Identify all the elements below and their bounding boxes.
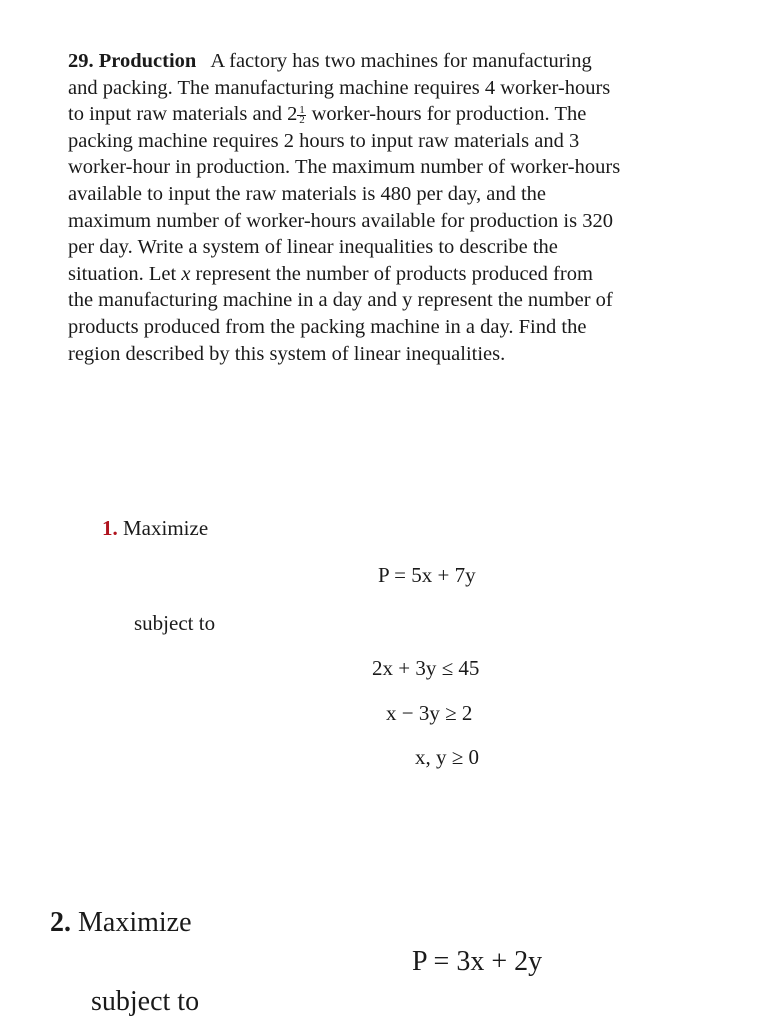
exercise-title: Production	[98, 50, 197, 72]
problem-1-heading	[102, 516, 208, 541]
exercise-line-11: products produced from the packing machine in a day. Find the	[68, 315, 587, 338]
exercise-line-12: region described by this system of linear inequalities.	[68, 342, 506, 365]
problem-1-constraint-3: x, y ≥ 0	[415, 745, 480, 769]
exercise-number: 29.	[68, 50, 94, 72]
exercise-29-paragraph	[68, 48, 688, 367]
exercise-line-1: 29. Production A factory has two machines for manufacturing	[68, 50, 592, 72]
exercise-line-4: packing machine requires 2 hours to input raw materials and 3	[68, 129, 580, 152]
exercise-line-5: worker-hour in production. The maximum number of worker-hours	[68, 156, 621, 179]
problem-2-heading	[50, 907, 192, 939]
exercise-line-9: situation. Let x represent the number of products produced from	[68, 262, 593, 285]
problem-2-number: 2.	[50, 907, 71, 938]
exercise-line-7: maximum number of worker-hours available for production is 320	[68, 209, 613, 232]
exercise-line-8: per day. Write a system of linear inequalities to describe the	[68, 236, 558, 259]
fraction-one-half: $\frac{1}{2}$	[299, 104, 305, 127]
problem-1-constraint-2: x − 3y ≥ 2	[386, 701, 473, 725]
problem-1-title: Maximize	[123, 516, 209, 540]
problem-2-objective: P = 3x + 2y	[412, 946, 543, 977]
exercise-line-2: and packing. The manufacturing machine requires 4 worker-hours	[68, 76, 611, 99]
exercise-line-6: available to input the raw materials is 480 per day, and the	[68, 182, 546, 205]
problem-2-subject-to: subject to	[91, 986, 200, 1017]
problem-1-number: 1.	[102, 516, 118, 540]
exercise-line-3: to input raw materials and 2 $\frac{1}{2}$ worker-hours for production. The	[68, 103, 587, 127]
problem-2-title: Maximize	[78, 907, 192, 938]
problem-1-constraint-1: 2x + 3y ≤ 45	[372, 656, 480, 680]
exercise-line-10: the manufacturing machine in a day and y represent the number of	[68, 289, 613, 312]
problem-1-subject-to: subject to	[134, 611, 216, 635]
problem-1-objective: P = 5x + 7y	[378, 563, 476, 587]
